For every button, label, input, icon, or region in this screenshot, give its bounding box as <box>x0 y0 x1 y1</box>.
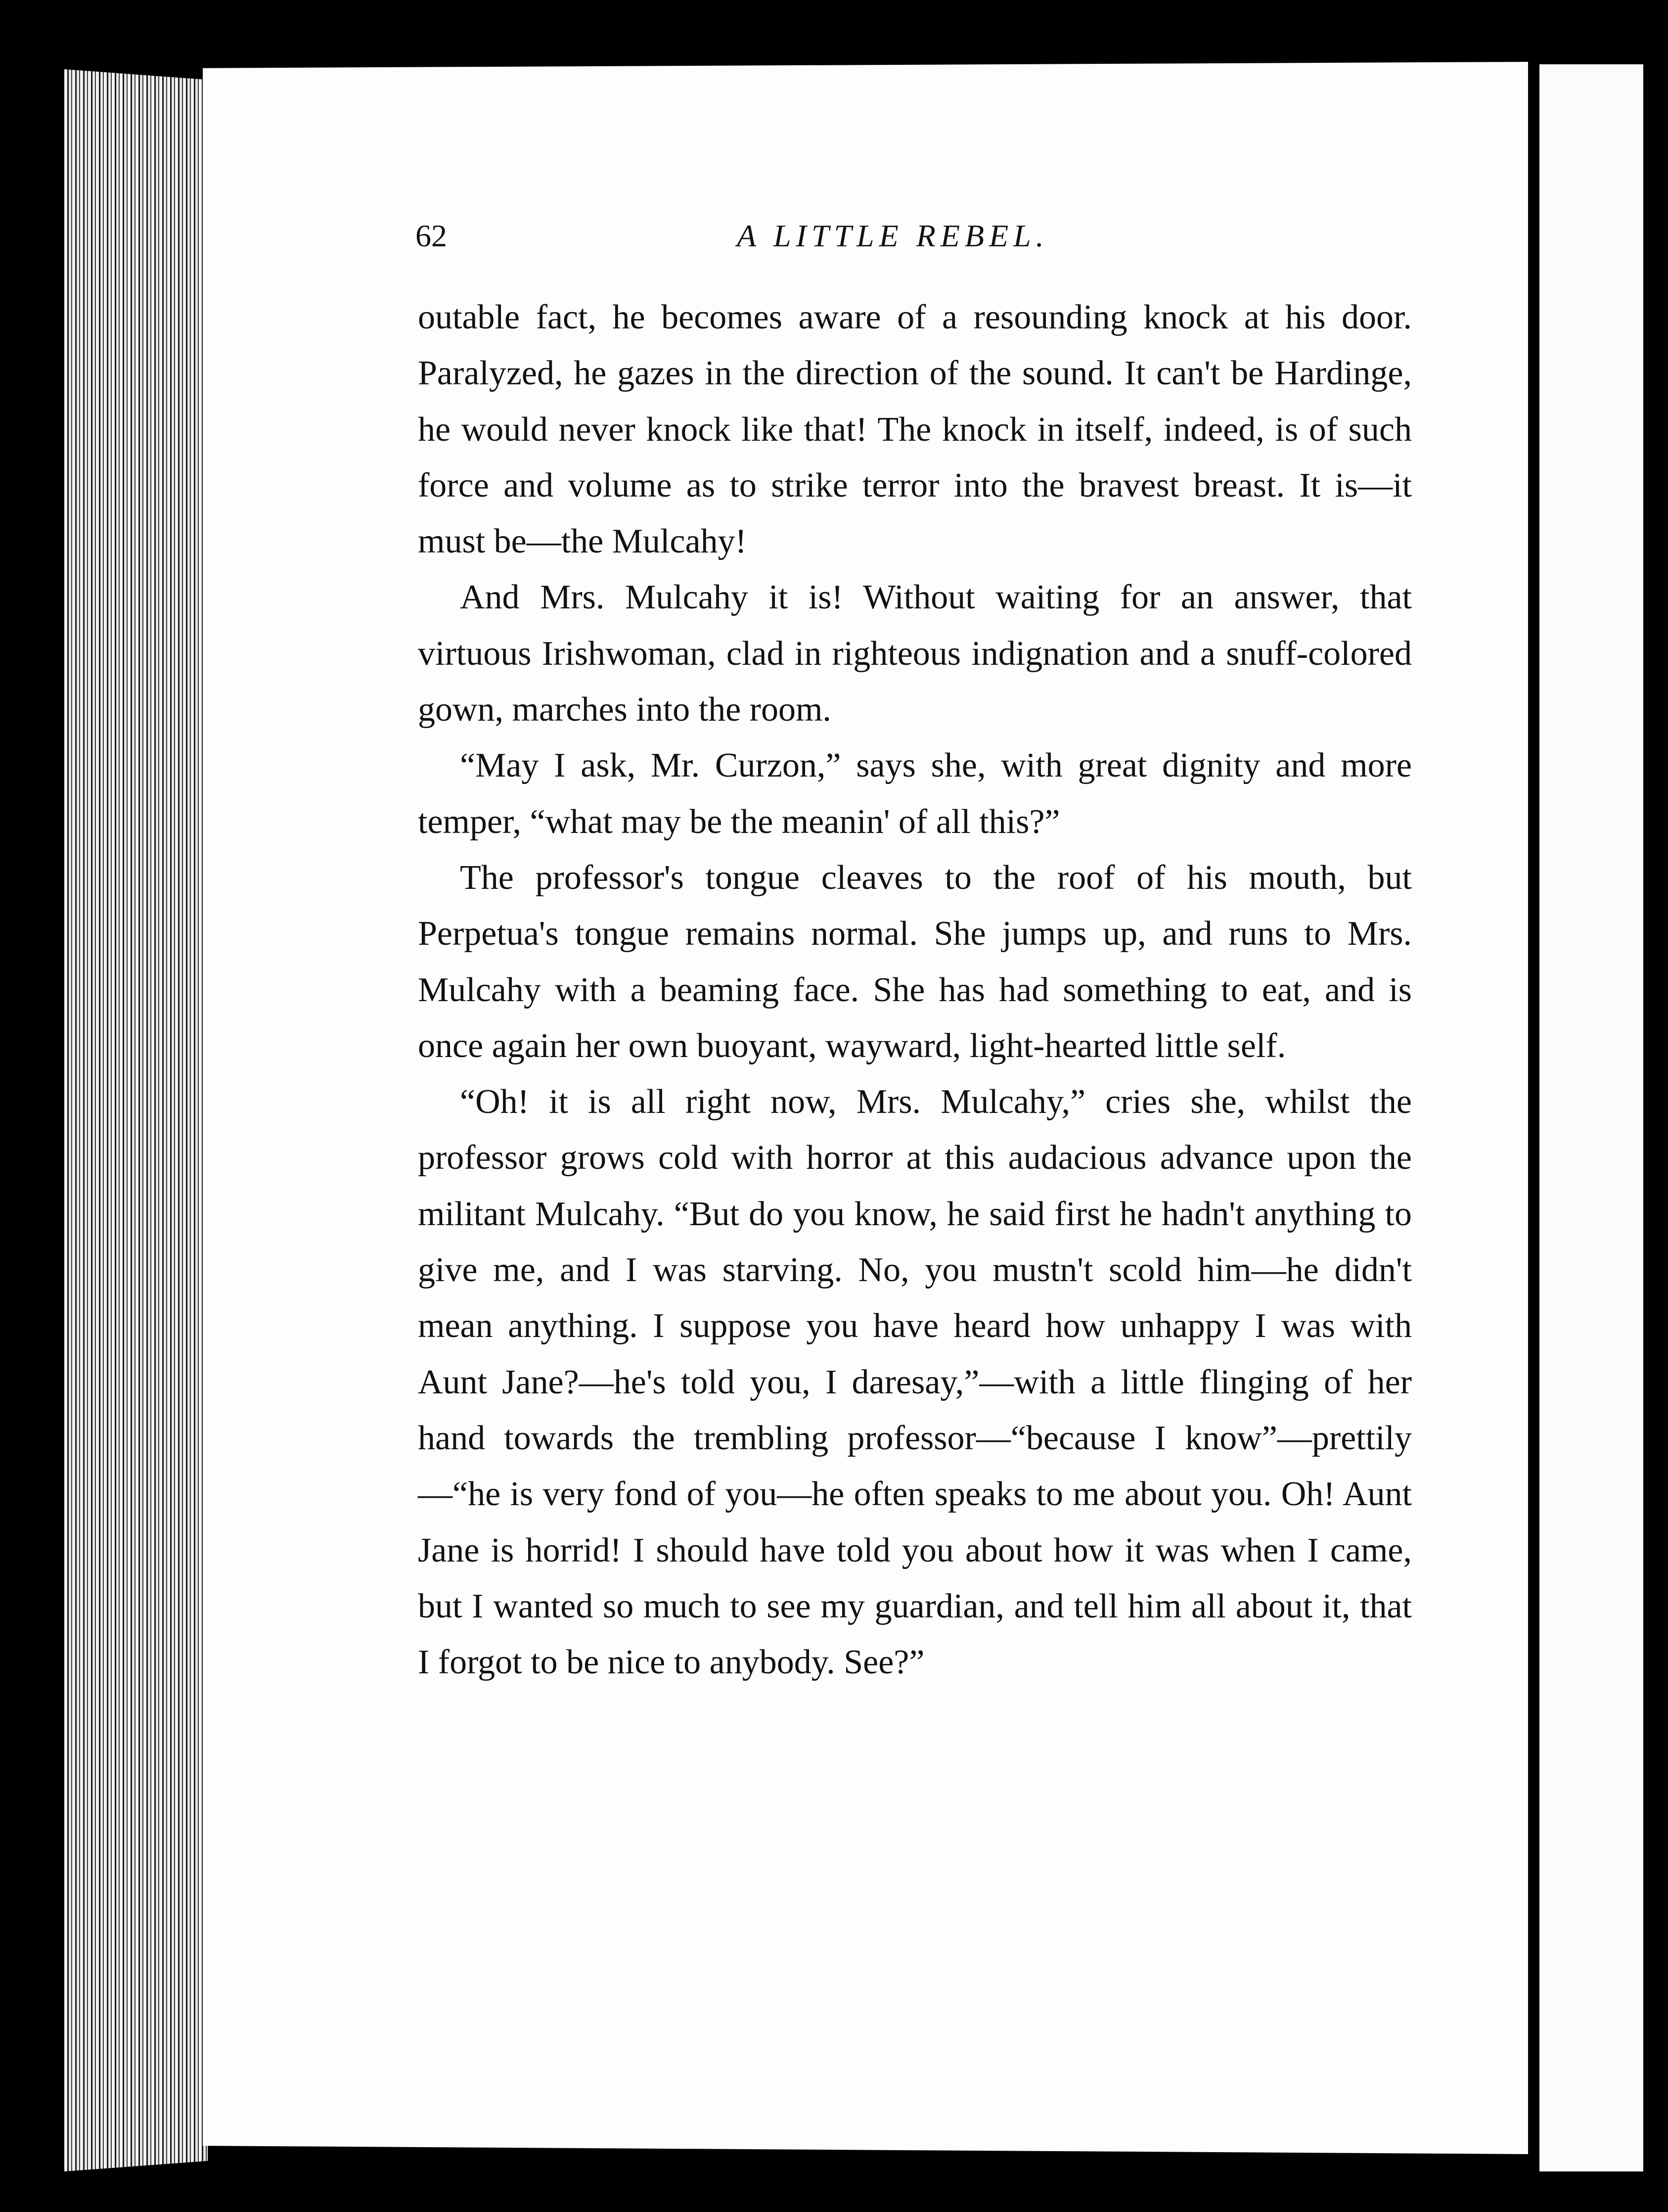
paragraph-5: “Oh! it is all right now, Mrs. Mulcahy,” cries she, whilst the professor grows cold with horror at this audacious advance upon the militant Mulcahy. “But do you know, he said first he hadn't anything to give me, and I was starving. No, you mustn't scold him—he didn't mean anything. I suppose you have heard how unhappy I was with Aunt Jane?—he's told you, I daresay,”—with a little flinging of her hand towards the trembling professor—“because I know”—prettily—“he is very fond of you—he often speaks to me about you. Oh! Aunt Jane is horrid! I should have told you about how it was when I came, but I wanted so much to see my guardian, and tell him all about it, that I forgot to be nice to anybody. See?” <box>418 1083 1412 1682</box>
body-text <box>418 289 1412 1690</box>
page-number: 62 <box>415 218 447 253</box>
paragraph-2: And Mrs. Mulcahy it is! Without waiting for an answer, that virtuous Irishwoman, clad in righteous indignation and a snuff-colored gown, marches into the room. <box>418 578 1412 729</box>
paragraph-4: The professor's tongue cleaves to the roof of his mouth, but Perpetua's tongue remains normal. She jumps up, and runs to Mrs. Mulcahy with a beaming face. She has had something to eat, and is once again her own buoyant, wayward, light-hearted little self. <box>418 858 1412 1065</box>
running-title: A LITTLE REBEL. <box>737 218 1049 253</box>
paragraph-1: outable fact, he becomes aware of a resounding knock at his door. Paralyzed, he gazes in the direction of the sound. It can't be Hardinge, he would never knock like that! The knock in itself, indeed, is of such force and volume as to strike terror into the bravest breast. It is—it must be—the Mulcahy! <box>418 298 1412 561</box>
gutter-shadow <box>1531 74 1539 2162</box>
paragraph-3: “May I ask, Mr. Curzon,” says she, with great dignity and more temper, “what may be the meanin' of all this?” <box>418 746 1412 841</box>
page-edges <box>64 69 208 2171</box>
facing-page-edge <box>1539 64 1643 2171</box>
page-header <box>415 218 1429 277</box>
